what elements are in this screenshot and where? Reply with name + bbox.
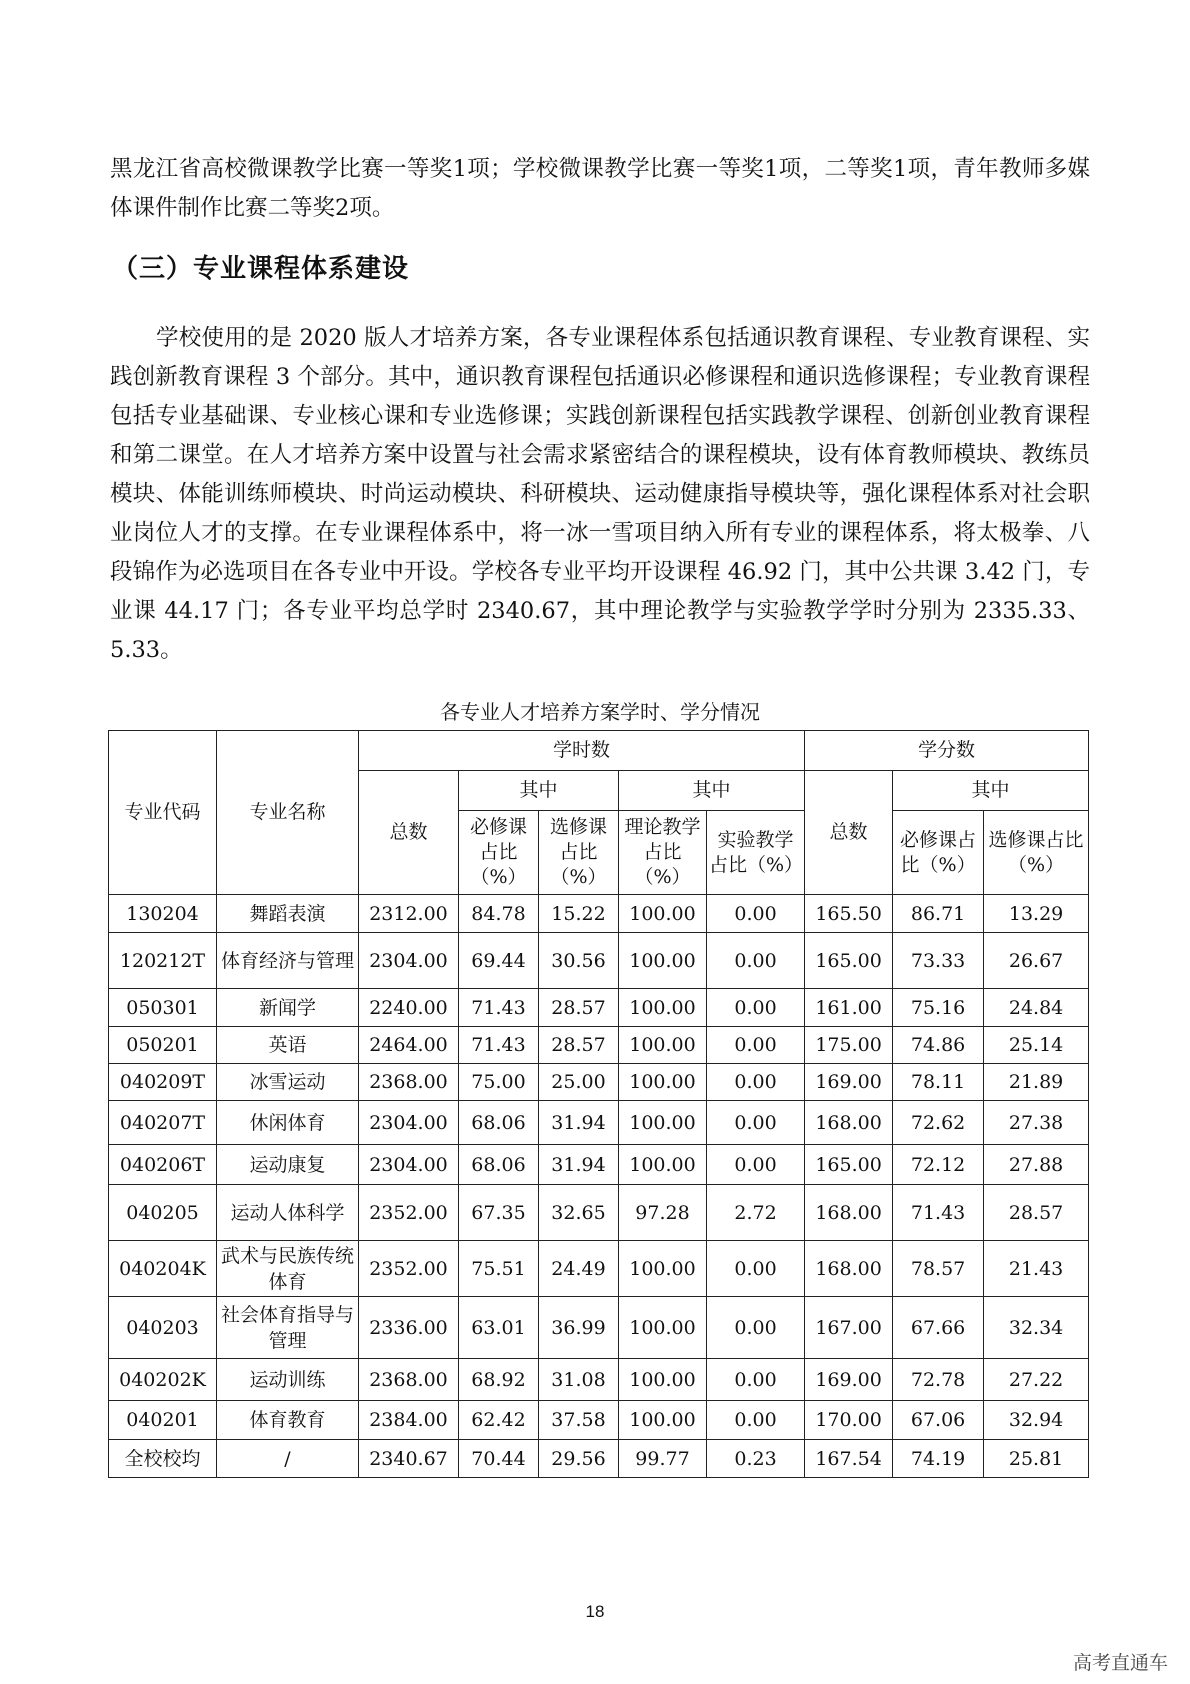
cell-hours-elective: 31.94 (539, 1145, 619, 1185)
cell-credits-required: 74.86 (893, 1027, 984, 1064)
cell-hours-required: 71.43 (459, 989, 539, 1027)
cell-hours-elective: 36.99 (539, 1297, 619, 1359)
cell-hours-total: 2384.00 (359, 1401, 459, 1440)
cell-name: 运动人体科学 (217, 1185, 359, 1241)
cell-lab: 0.00 (707, 1359, 805, 1401)
cell-credits-elective: 27.22 (984, 1359, 1089, 1401)
cell-theory: 100.00 (619, 933, 707, 989)
cell-hours-total: 2368.00 (359, 1359, 459, 1401)
cell-credits-elective: 25.81 (984, 1440, 1089, 1478)
header-hours-group: 学时数 (359, 731, 805, 771)
cell-name: 休闲体育 (217, 1101, 359, 1145)
cell-hours-total: 2352.00 (359, 1185, 459, 1241)
cell-credits-elective: 32.94 (984, 1401, 1089, 1440)
body-paragraph: 学校使用的是 2020 版人才培养方案，各专业课程体系包括通识教育课程、专业教育课程、实践创新教育课程 3 个部分。其中，通识教育课程包括通识必修课程和通识选修课程；专业教育课程包括专业基础课、专业核心课和专业选修课；实践创新课程包括实践教学课程、创新创业教育课程和第二课堂。在人才培养方案中设置与社会需求紧密结合的课程模块，设有体育教师模块、教练员模块、体能训练师模块、时尚运动模块、科研模块、运动健康指导模块等，强化课程体系对社会职业岗位人才的支撑。在专业课程体系中，将一冰一雪项目纳入所有专业的课程体系，将太极拳、八段锦作为必选项目在各专业中开设。学校各专业平均开设课程 46.92 门，其中公共课 3.42 门，专业课 44.17 门；各专业平均总学时 2340.67，其中理论教学与实验教学学时分别为 2335.33、5.33。 (110, 325, 1090, 663)
cell-hours-total: 2304.00 (359, 1101, 459, 1145)
cell-credits-required: 72.78 (893, 1359, 984, 1401)
cell-hours-required: 68.06 (459, 1145, 539, 1185)
cell-hours-total: 2464.00 (359, 1027, 459, 1064)
header-hours-among-1: 其中 (459, 771, 619, 811)
header-theory-pct: 理论教学占比（%） (619, 811, 707, 895)
cell-credits-required: 72.12 (893, 1145, 984, 1185)
cell-hours-elective: 30.56 (539, 933, 619, 989)
table-row (109, 1359, 1089, 1401)
cell-hours-total: 2240.00 (359, 989, 459, 1027)
cell-credits-total: 161.00 (805, 989, 893, 1027)
cell-credits-elective: 32.34 (984, 1297, 1089, 1359)
table-row (109, 1241, 1089, 1297)
table-row (109, 1101, 1089, 1145)
table-header (109, 731, 1089, 895)
cell-hours-total: 2336.00 (359, 1297, 459, 1359)
cell-lab: 0.00 (707, 1145, 805, 1185)
cell-theory: 100.00 (619, 1401, 707, 1440)
cell-code: 全校校均 (109, 1440, 217, 1478)
cell-hours-required: 75.00 (459, 1064, 539, 1101)
cell-lab: 0.00 (707, 933, 805, 989)
cell-code: 040206T (109, 1145, 217, 1185)
table-row-average (109, 1440, 1089, 1478)
cell-theory: 100.00 (619, 1241, 707, 1297)
cell-credits-total: 165.00 (805, 1145, 893, 1185)
cell-hours-required: 68.06 (459, 1101, 539, 1145)
cell-name: 冰雪运动 (217, 1064, 359, 1101)
cell-hours-elective: 32.65 (539, 1185, 619, 1241)
cell-lab: 0.00 (707, 1101, 805, 1145)
cell-code: 120212T (109, 933, 217, 989)
cell-name: 体育教育 (217, 1401, 359, 1440)
cell-code: 040209T (109, 1064, 217, 1101)
cell-code: 040207T (109, 1101, 217, 1145)
header-credits-total: 总数 (805, 771, 893, 895)
cell-hours-elective: 28.57 (539, 989, 619, 1027)
table-row (109, 1401, 1089, 1440)
table-row (109, 1064, 1089, 1101)
cell-hours-required: 67.35 (459, 1185, 539, 1241)
cell-hours-total: 2368.00 (359, 1064, 459, 1101)
cell-hours-elective: 25.00 (539, 1064, 619, 1101)
table-row (109, 1145, 1089, 1185)
cell-credits-total: 170.00 (805, 1401, 893, 1440)
cell-credits-required: 74.19 (893, 1440, 984, 1478)
cell-credits-total: 165.00 (805, 933, 893, 989)
cell-credits-total: 165.50 (805, 895, 893, 933)
cell-lab: 0.00 (707, 895, 805, 933)
table-row (109, 1027, 1089, 1064)
cell-code: 040201 (109, 1401, 217, 1440)
table-row (109, 1185, 1089, 1241)
cell-lab: 0.00 (707, 1297, 805, 1359)
curriculum-table (108, 730, 1089, 1478)
cell-name: 运动康复 (217, 1145, 359, 1185)
cell-lab: 0.23 (707, 1440, 805, 1478)
header-name: 专业名称 (217, 731, 359, 895)
table-row (109, 933, 1089, 989)
header-code: 专业代码 (109, 731, 217, 895)
cell-hours-elective: 24.49 (539, 1241, 619, 1297)
cell-name: 武术与民族传统体育 (217, 1241, 359, 1297)
cell-theory: 100.00 (619, 895, 707, 933)
header-hours-total: 总数 (359, 771, 459, 895)
cell-code: 040203 (109, 1297, 217, 1359)
cell-code: 040204K (109, 1241, 217, 1297)
page-number: 18 (585, 1602, 605, 1621)
cell-code: 040205 (109, 1185, 217, 1241)
cell-code: 040202K (109, 1359, 217, 1401)
header-required-pct: 必修课占比（%） (459, 811, 539, 895)
cell-name: 舞蹈表演 (217, 895, 359, 933)
cell-credits-required: 73.33 (893, 933, 984, 989)
cell-hours-elective: 37.58 (539, 1401, 619, 1440)
cell-credits-elective: 21.43 (984, 1241, 1089, 1297)
cell-hours-required: 68.92 (459, 1359, 539, 1401)
cell-theory: 100.00 (619, 1297, 707, 1359)
cell-hours-total: 2340.67 (359, 1440, 459, 1478)
cell-credits-required: 75.16 (893, 989, 984, 1027)
cell-hours-required: 70.44 (459, 1440, 539, 1478)
cell-credits-elective: 26.67 (984, 933, 1089, 989)
cell-credits-total: 169.00 (805, 1064, 893, 1101)
cell-hours-total: 2352.00 (359, 1241, 459, 1297)
cell-name: 体育经济与管理 (217, 933, 359, 989)
cell-lab: 0.00 (707, 1064, 805, 1101)
cell-lab: 0.00 (707, 1401, 805, 1440)
cell-credits-elective: 24.84 (984, 989, 1089, 1027)
cell-credits-elective: 28.57 (984, 1185, 1089, 1241)
table-row (109, 1297, 1089, 1359)
cell-credits-required: 71.43 (893, 1185, 984, 1241)
cell-credits-elective: 21.89 (984, 1064, 1089, 1101)
intro-paragraph: 黑龙江省高校微课教学比赛一等奖1项；学校微课教学比赛一等奖1项，二等奖1项，青年教师多媒体课件制作比赛二等奖2项。 (110, 156, 1090, 221)
cell-hours-required: 71.43 (459, 1027, 539, 1064)
table-row (109, 895, 1089, 933)
cell-hours-elective: 31.94 (539, 1101, 619, 1145)
table-caption: 各专业人才培养方案学时、学分情况 (440, 700, 760, 724)
cell-credits-required: 78.57 (893, 1241, 984, 1297)
cell-hours-total: 2304.00 (359, 1145, 459, 1185)
header-credit-elective-pct: 选修课占比（%） (984, 811, 1089, 895)
cell-theory: 100.00 (619, 1027, 707, 1064)
table-row (109, 989, 1089, 1027)
cell-hours-required: 69.44 (459, 933, 539, 989)
cell-theory: 100.00 (619, 1145, 707, 1185)
cell-name: 运动训练 (217, 1359, 359, 1401)
cell-hours-required: 84.78 (459, 895, 539, 933)
cell-name: 英语 (217, 1027, 359, 1064)
cell-credits-required: 78.11 (893, 1064, 984, 1101)
header-lab-pct: 实验教学占比（%） (707, 811, 805, 895)
cell-lab: 0.00 (707, 1241, 805, 1297)
cell-theory: 99.77 (619, 1440, 707, 1478)
cell-credits-elective: 27.38 (984, 1101, 1089, 1145)
cell-credits-required: 67.66 (893, 1297, 984, 1359)
cell-name: 新闻学 (217, 989, 359, 1027)
cell-credits-total: 168.00 (805, 1185, 893, 1241)
cell-hours-elective: 28.57 (539, 1027, 619, 1064)
cell-credits-required: 72.62 (893, 1101, 984, 1145)
cell-credits-elective: 27.88 (984, 1145, 1089, 1185)
cell-code: 050301 (109, 989, 217, 1027)
header-credits-group: 学分数 (805, 731, 1089, 771)
cell-credits-required: 67.06 (893, 1401, 984, 1440)
cell-credits-total: 175.00 (805, 1027, 893, 1064)
cell-hours-elective: 31.08 (539, 1359, 619, 1401)
cell-theory: 97.28 (619, 1185, 707, 1241)
cell-name: 社会体育指导与管理 (217, 1297, 359, 1359)
cell-hours-elective: 15.22 (539, 895, 619, 933)
cell-hours-required: 75.51 (459, 1241, 539, 1297)
cell-credits-total: 167.00 (805, 1297, 893, 1359)
header-credit-required-pct: 必修课占比（%） (893, 811, 984, 895)
header-credits-among: 其中 (893, 771, 1089, 811)
cell-credits-required: 86.71 (893, 895, 984, 933)
cell-theory: 100.00 (619, 989, 707, 1027)
cell-lab: 2.72 (707, 1185, 805, 1241)
cell-code: 050201 (109, 1027, 217, 1064)
cell-hours-elective: 29.56 (539, 1440, 619, 1478)
cell-theory: 100.00 (619, 1359, 707, 1401)
cell-hours-total: 2304.00 (359, 933, 459, 989)
cell-name: / (217, 1440, 359, 1478)
section-heading: （三）专业课程体系建设 (112, 254, 410, 284)
cell-theory: 100.00 (619, 1064, 707, 1101)
cell-credits-total: 169.00 (805, 1359, 893, 1401)
cell-credits-elective: 25.14 (984, 1027, 1089, 1064)
header-elective-pct: 选修课占比（%） (539, 811, 619, 895)
watermark-text: 高考直通车 (1072, 1652, 1168, 1674)
cell-lab: 0.00 (707, 1027, 805, 1064)
cell-credits-total: 168.00 (805, 1241, 893, 1297)
cell-hours-required: 62.42 (459, 1401, 539, 1440)
cell-credits-total: 167.54 (805, 1440, 893, 1478)
cell-credits-total: 168.00 (805, 1101, 893, 1145)
header-hours-among-2: 其中 (619, 771, 805, 811)
cell-code: 130204 (109, 895, 217, 933)
cell-theory: 100.00 (619, 1101, 707, 1145)
cell-hours-total: 2312.00 (359, 895, 459, 933)
cell-credits-elective: 13.29 (984, 895, 1089, 933)
cell-hours-required: 63.01 (459, 1297, 539, 1359)
cell-lab: 0.00 (707, 989, 805, 1027)
